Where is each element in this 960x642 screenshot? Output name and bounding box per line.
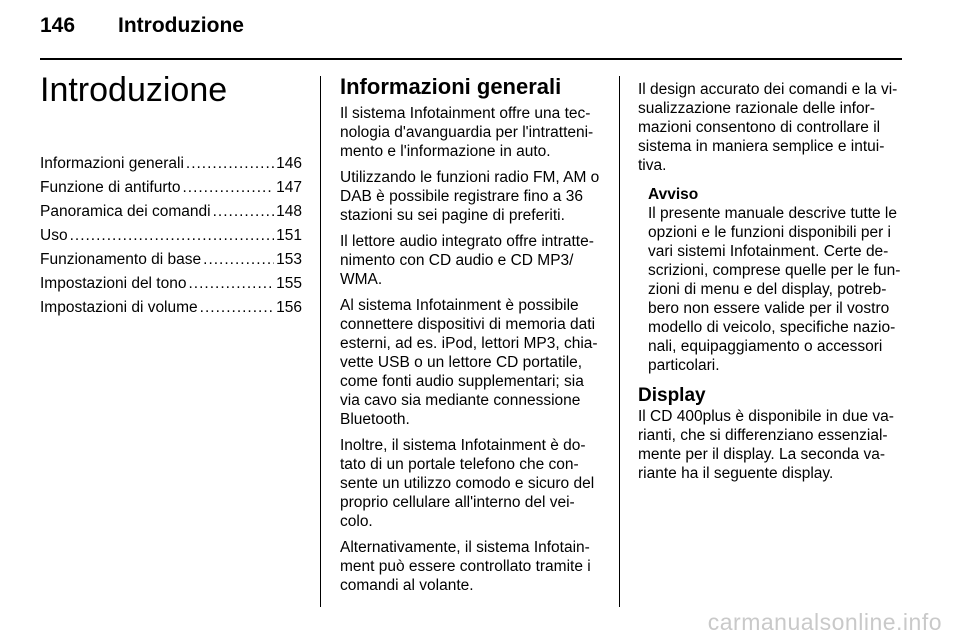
toc-column	[40, 70, 302, 320]
paragraph: Il sistema Infotainment offre una tec-nologia d'avanguardia per l'intratteni-mento e l'informazione in auto.	[340, 105, 594, 160]
toc-entry-page: 155	[276, 275, 302, 292]
section-heading-general: Informazioni generali	[340, 74, 562, 99]
toc-entry-label: Informazioni generali	[40, 155, 184, 172]
section-heading-display: Display	[638, 385, 706, 406]
toc-entry-informazioni-generali[interactable]	[40, 152, 302, 176]
toc-entry-page: 147	[276, 179, 302, 196]
toc-leader	[182, 176, 274, 200]
toc-leader	[213, 200, 275, 224]
notice-box	[648, 185, 902, 375]
paragraph: Inoltre, il sistema Infotainment è do-tato di un portale telefono che con-sente un utilizzo comodo e sicuro del proprio cellulare all'interno del vei-colo.	[340, 437, 595, 530]
toc-entry-funzionamento-base[interactable]	[40, 248, 302, 272]
notice-text: Il presente manuale descrive tutte le opzioni e le funzioni disponibili per i vari sistemi Infotainment. Certe de-scrizioni, comprese quelle per le fun-zioni di menu e del display, potreb-bero non essere valide per il vostro modello di veicolo, specifiche nazio-nali, equipaggiamento o accessori particolari.	[648, 205, 901, 374]
paragraph: Il lettore audio integrato offre intratte-nimento con CD audio e CD MP3/ WMA.	[340, 233, 594, 288]
toc-entry-label: Impostazioni del tono	[40, 275, 187, 292]
toc-entry-label: Funzionamento di base	[40, 251, 202, 268]
toc-entry-label: Uso	[40, 227, 68, 244]
toc-leader	[188, 272, 274, 296]
general-info-column	[340, 74, 602, 602]
toc-entry-funzione-antifurto[interactable]	[40, 176, 302, 200]
running-header-title: Introduzione	[118, 14, 244, 37]
column-divider-left	[320, 76, 321, 607]
toc-leader	[200, 296, 274, 320]
toc-entry-impostazioni-volume[interactable]	[40, 296, 302, 320]
toc-entry-page: 153	[276, 251, 302, 268]
toc-entry-page: 156	[276, 299, 302, 316]
page-number: 146	[40, 14, 76, 37]
paragraph: Il CD 400plus è disponibile in due va-rianti, che si differenziano essenzial-mente per il display. La seconda va-riante ha il seguente display.	[638, 408, 894, 482]
toc-entry-panoramica-comandi[interactable]	[40, 200, 302, 224]
toc-leader	[203, 248, 274, 272]
toc-entry-impostazioni-tono[interactable]	[40, 272, 302, 296]
toc-entry-label: Funzione di antifurto	[40, 179, 181, 196]
notice-title: Avviso	[648, 186, 699, 203]
paragraph: Alternativamente, il sistema Infotain-ment può essere controllato tramite i comandi al volante.	[340, 539, 591, 594]
toc-entry-page: 151	[276, 227, 302, 244]
running-header	[40, 14, 244, 38]
toc-entry-page: 148	[276, 203, 302, 220]
paragraph: Utilizzando le funzioni radio FM, AM o DAB è possibile registrare fino a 36 stazioni su sei pagine di preferiti.	[340, 169, 600, 224]
column-divider-right	[619, 76, 620, 607]
paragraph: Il design accurato dei comandi e la vi-sualizzazione razionale delle infor-mazioni consentono di controllare il sistema in maniera semplice e intui-tiva.	[638, 81, 898, 174]
toc-entry-label: Panoramica dei comandi	[40, 203, 211, 220]
right-column	[638, 80, 902, 490]
paragraph: Al sistema Infotainment è possibile connettere dispositivi di memoria dati esterni, ad es. iPod, lettori MP3, chia-vette USB o un lettore CD portatile, come fonti audio supplementari; sia via cavo sia mediante connessione Bluetooth.	[340, 297, 598, 428]
watermark: carmanualsonline.info	[707, 609, 942, 635]
toc-leader	[70, 224, 275, 248]
toc-entry-label: Impostazioni di volume	[40, 299, 198, 316]
toc-entry-uso[interactable]	[40, 224, 302, 248]
chapter-title: Introduzione	[40, 71, 228, 109]
header-rule	[40, 58, 902, 60]
toc-leader	[186, 152, 274, 176]
table-of-contents	[40, 152, 302, 320]
toc-entry-page: 146	[276, 155, 302, 172]
